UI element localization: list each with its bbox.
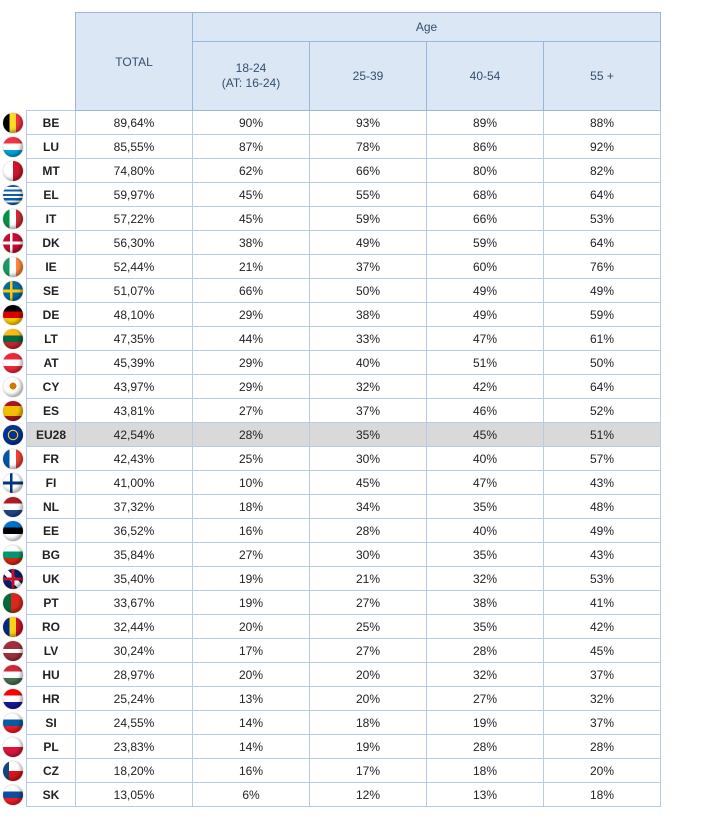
age-40-54-value: 42%: [427, 375, 544, 399]
age-25-39-value: 30%: [310, 447, 427, 471]
age-18-24-value: 27%: [193, 543, 310, 567]
flag-cell: [0, 687, 27, 711]
total-value: 30,24%: [76, 639, 193, 663]
age-25-39-value: 45%: [310, 471, 427, 495]
results-table: [0, 12, 661, 807]
age-18-24-value: 29%: [193, 351, 310, 375]
country-code: SK: [27, 783, 76, 807]
age-18-24-value: 14%: [193, 735, 310, 759]
flag-icon: [3, 569, 23, 589]
age-18-24-value: 38%: [193, 231, 310, 255]
flag-cell: [0, 591, 27, 615]
age-40-54-value: 38%: [427, 591, 544, 615]
flag-cell: [0, 519, 27, 543]
country-code: EU28: [27, 423, 76, 447]
table-row: [0, 111, 661, 135]
age-25-39-value: 78%: [310, 135, 427, 159]
age-18-24-value: 45%: [193, 207, 310, 231]
country-code: FI: [27, 471, 76, 495]
flag-icon: [3, 761, 23, 781]
flag-icon: [3, 785, 23, 805]
age-25-39-value: 32%: [310, 375, 427, 399]
age-18-24-value: 44%: [193, 327, 310, 351]
age-18-24-value: 20%: [193, 615, 310, 639]
flag-cell: [0, 423, 27, 447]
total-value: 47,35%: [76, 327, 193, 351]
flag-icon: [3, 329, 23, 349]
country-code: SI: [27, 711, 76, 735]
age-40-54-value: 18%: [427, 759, 544, 783]
total-header: TOTAL: [76, 13, 193, 111]
age-25-39-value: 37%: [310, 399, 427, 423]
country-code: CZ: [27, 759, 76, 783]
country-code: CY: [27, 375, 76, 399]
flag-icon: [3, 617, 23, 637]
table-row: [0, 543, 661, 567]
table-row: [0, 423, 661, 447]
table-row: [0, 663, 661, 687]
age-40-54-value: 32%: [427, 567, 544, 591]
age-25-39-value: 50%: [310, 279, 427, 303]
table-row: [0, 303, 661, 327]
age-40-54-value: 86%: [427, 135, 544, 159]
flag-icon: [3, 593, 23, 613]
age-25-39-value: 12%: [310, 783, 427, 807]
age-25-39-value: 27%: [310, 639, 427, 663]
total-value: 23,83%: [76, 735, 193, 759]
age-18-24-value: 66%: [193, 279, 310, 303]
age-40-54-value: 68%: [427, 183, 544, 207]
flag-icon: [3, 689, 23, 709]
flag-cell: [0, 783, 27, 807]
total-value: 24,55%: [76, 711, 193, 735]
flag-cell: [0, 543, 27, 567]
table-row: [0, 495, 661, 519]
flag-cell: [0, 303, 27, 327]
table-row: [0, 279, 661, 303]
table-row: [0, 783, 661, 807]
age-25-39-value: 38%: [310, 303, 427, 327]
age-40-54-value: 49%: [427, 279, 544, 303]
age-55-plus-value: 82%: [544, 159, 661, 183]
country-code: HR: [27, 687, 76, 711]
age-18-24-value: 27%: [193, 399, 310, 423]
age-55-plus-value: 41%: [544, 591, 661, 615]
age-25-39-value: 66%: [310, 159, 427, 183]
total-value: 35,40%: [76, 567, 193, 591]
age-18-24-value: 29%: [193, 303, 310, 327]
country-code: IE: [27, 255, 76, 279]
age-18-24-value: 62%: [193, 159, 310, 183]
age-18-24-value: 18%: [193, 495, 310, 519]
age-55-plus-value: 43%: [544, 471, 661, 495]
age-25-39-value: 49%: [310, 231, 427, 255]
country-code: PL: [27, 735, 76, 759]
age-header: Age: [193, 13, 661, 42]
flag-cell: [0, 399, 27, 423]
table-row: [0, 687, 661, 711]
flag-cell: [0, 471, 27, 495]
age-55-plus-value: 49%: [544, 279, 661, 303]
flag-icon: [3, 185, 23, 205]
age-55-plus-value: 37%: [544, 711, 661, 735]
age-40-54-value: 59%: [427, 231, 544, 255]
total-value: 51,07%: [76, 279, 193, 303]
total-value: 57,22%: [76, 207, 193, 231]
flag-cell: [0, 327, 27, 351]
flag-icon: [3, 449, 23, 469]
age-55-plus-value: 42%: [544, 615, 661, 639]
blank-corner: [0, 13, 76, 111]
table-row: [0, 639, 661, 663]
country-code: NL: [27, 495, 76, 519]
flag-icon: [3, 521, 23, 541]
total-value: 59,97%: [76, 183, 193, 207]
age-25-39-value: 93%: [310, 111, 427, 135]
flag-cell: [0, 279, 27, 303]
age-40-54-value: 47%: [427, 327, 544, 351]
age-40-54-value: 28%: [427, 639, 544, 663]
age-40-54-value: 13%: [427, 783, 544, 807]
total-value: 35,84%: [76, 543, 193, 567]
flag-icon: [3, 305, 23, 325]
flag-icon: [3, 545, 23, 565]
table-row: [0, 567, 661, 591]
age-40-54-value: 35%: [427, 615, 544, 639]
age-25-39-value: 55%: [310, 183, 427, 207]
table-row: [0, 375, 661, 399]
age-55-plus-value: 92%: [544, 135, 661, 159]
results-table-container: [0, 12, 661, 807]
country-code: FR: [27, 447, 76, 471]
age-40-54-value: 66%: [427, 207, 544, 231]
age-group-18-24-note: (AT: 16-24): [221, 76, 281, 90]
flag-icon: [3, 209, 23, 229]
age-55-plus-value: 43%: [544, 543, 661, 567]
table-row: [0, 519, 661, 543]
table-row: [0, 351, 661, 375]
table-row: [0, 207, 661, 231]
table-row: [0, 183, 661, 207]
flag-cell: [0, 135, 27, 159]
flag-cell: [0, 111, 27, 135]
country-code: SE: [27, 279, 76, 303]
age-55-plus-value: 64%: [544, 231, 661, 255]
flag-cell: [0, 615, 27, 639]
country-code: EE: [27, 519, 76, 543]
age-25-39-value: 35%: [310, 423, 427, 447]
country-code: LV: [27, 639, 76, 663]
age-25-39-value: 28%: [310, 519, 427, 543]
country-code: EL: [27, 183, 76, 207]
age-40-54-value: 27%: [427, 687, 544, 711]
flag-cell: [0, 375, 27, 399]
flag-cell: [0, 351, 27, 375]
age-40-54-value: 40%: [427, 519, 544, 543]
flag-cell: [0, 663, 27, 687]
age-18-24-value: 19%: [193, 567, 310, 591]
total-value: 41,00%: [76, 471, 193, 495]
country-code: BE: [27, 111, 76, 135]
age-18-24-value: 13%: [193, 687, 310, 711]
age-40-54-value: 80%: [427, 159, 544, 183]
age-40-54-value: 28%: [427, 735, 544, 759]
age-55-plus-value: 51%: [544, 423, 661, 447]
age-55-plus-value: 50%: [544, 351, 661, 375]
total-value: 43,97%: [76, 375, 193, 399]
total-value: 42,54%: [76, 423, 193, 447]
flag-icon: [3, 281, 23, 301]
flag-icon: [3, 425, 23, 445]
flag-cell: [0, 735, 27, 759]
age-40-54-value: 46%: [427, 399, 544, 423]
age-40-54-value: 49%: [427, 303, 544, 327]
total-value: 32,44%: [76, 615, 193, 639]
flag-icon: [3, 353, 23, 373]
age-55-plus-value: 37%: [544, 663, 661, 687]
age-group-55-plus-header: 55 +: [544, 42, 661, 111]
flag-cell: [0, 207, 27, 231]
age-group-18-24-label: 18-24: [235, 61, 267, 75]
total-value: 33,67%: [76, 591, 193, 615]
age-18-24-value: 14%: [193, 711, 310, 735]
age-40-54-value: 60%: [427, 255, 544, 279]
age-55-plus-value: 45%: [544, 639, 661, 663]
age-18-24-value: 45%: [193, 183, 310, 207]
total-value: 45,39%: [76, 351, 193, 375]
flag-cell: [0, 255, 27, 279]
total-value: 28,97%: [76, 663, 193, 687]
table-row: [0, 399, 661, 423]
flag-icon: [3, 665, 23, 685]
country-code: ES: [27, 399, 76, 423]
age-25-39-value: 17%: [310, 759, 427, 783]
age-25-39-value: 27%: [310, 591, 427, 615]
age-25-39-value: 20%: [310, 663, 427, 687]
country-code: RO: [27, 615, 76, 639]
country-code: PT: [27, 591, 76, 615]
country-code: IT: [27, 207, 76, 231]
flag-cell: [0, 759, 27, 783]
country-code: BG: [27, 543, 76, 567]
table-row: [0, 255, 661, 279]
age-25-39-value: 20%: [310, 687, 427, 711]
age-18-24-value: 90%: [193, 111, 310, 135]
flag-icon: [3, 233, 23, 253]
flag-cell: [0, 495, 27, 519]
table-row: [0, 159, 661, 183]
total-value: 42,43%: [76, 447, 193, 471]
age-55-plus-value: 18%: [544, 783, 661, 807]
age-55-plus-value: 64%: [544, 183, 661, 207]
flag-icon: [3, 161, 23, 181]
age-25-39-value: 40%: [310, 351, 427, 375]
flag-icon: [3, 737, 23, 757]
total-value: 36,52%: [76, 519, 193, 543]
total-value: 13,05%: [76, 783, 193, 807]
age-40-54-value: 40%: [427, 447, 544, 471]
table-row: [0, 471, 661, 495]
table-row: [0, 759, 661, 783]
age-55-plus-value: 20%: [544, 759, 661, 783]
age-55-plus-value: 61%: [544, 327, 661, 351]
table-row: [0, 447, 661, 471]
table-row: [0, 735, 661, 759]
age-18-24-value: 28%: [193, 423, 310, 447]
table-row: [0, 711, 661, 735]
total-value: 37,32%: [76, 495, 193, 519]
age-25-39-value: 18%: [310, 711, 427, 735]
age-group-25-39-header: 25-39: [310, 42, 427, 111]
age-group-18-24-header: [193, 42, 310, 111]
table-row: [0, 591, 661, 615]
age-55-plus-value: 53%: [544, 567, 661, 591]
country-code: MT: [27, 159, 76, 183]
age-18-24-value: 87%: [193, 135, 310, 159]
age-40-54-value: 47%: [427, 471, 544, 495]
country-code: DK: [27, 231, 76, 255]
age-25-39-value: 21%: [310, 567, 427, 591]
age-55-plus-value: 28%: [544, 735, 661, 759]
flag-cell: [0, 183, 27, 207]
flag-icon: [3, 257, 23, 277]
age-18-24-value: 10%: [193, 471, 310, 495]
flag-cell: [0, 711, 27, 735]
total-value: 56,30%: [76, 231, 193, 255]
age-40-54-value: 45%: [427, 423, 544, 447]
total-value: 85,55%: [76, 135, 193, 159]
country-code: UK: [27, 567, 76, 591]
country-code: HU: [27, 663, 76, 687]
age-18-24-value: 16%: [193, 759, 310, 783]
age-25-39-value: 34%: [310, 495, 427, 519]
flag-icon: [3, 473, 23, 493]
table-row: [0, 327, 661, 351]
flag-cell: [0, 159, 27, 183]
total-value: 43,81%: [76, 399, 193, 423]
age-55-plus-value: 64%: [544, 375, 661, 399]
flag-icon: [3, 641, 23, 661]
age-25-39-value: 59%: [310, 207, 427, 231]
age-group-40-54-header: 40-54: [427, 42, 544, 111]
age-18-24-value: 25%: [193, 447, 310, 471]
total-value: 48,10%: [76, 303, 193, 327]
age-25-39-value: 19%: [310, 735, 427, 759]
total-value: 52,44%: [76, 255, 193, 279]
table-row: [0, 135, 661, 159]
flag-icon: [3, 713, 23, 733]
age-40-54-value: 19%: [427, 711, 544, 735]
flag-icon: [3, 113, 23, 133]
age-40-54-value: 32%: [427, 663, 544, 687]
flag-icon: [3, 401, 23, 421]
age-55-plus-value: 32%: [544, 687, 661, 711]
age-18-24-value: 6%: [193, 783, 310, 807]
age-55-plus-value: 57%: [544, 447, 661, 471]
age-18-24-value: 19%: [193, 591, 310, 615]
flag-icon: [3, 137, 23, 157]
age-55-plus-value: 88%: [544, 111, 661, 135]
flag-icon: [3, 377, 23, 397]
flag-cell: [0, 231, 27, 255]
country-code: DE: [27, 303, 76, 327]
flag-cell: [0, 639, 27, 663]
age-40-54-value: 35%: [427, 543, 544, 567]
table-body: [0, 111, 661, 807]
age-18-24-value: 20%: [193, 663, 310, 687]
table-row: [0, 231, 661, 255]
age-25-39-value: 33%: [310, 327, 427, 351]
age-55-plus-value: 52%: [544, 399, 661, 423]
total-value: 25,24%: [76, 687, 193, 711]
flag-cell: [0, 567, 27, 591]
country-code: AT: [27, 351, 76, 375]
age-18-24-value: 16%: [193, 519, 310, 543]
age-55-plus-value: 53%: [544, 207, 661, 231]
age-18-24-value: 21%: [193, 255, 310, 279]
table-row: [0, 615, 661, 639]
age-40-54-value: 35%: [427, 495, 544, 519]
total-value: 89,64%: [76, 111, 193, 135]
flag-cell: [0, 447, 27, 471]
age-40-54-value: 89%: [427, 111, 544, 135]
age-25-39-value: 37%: [310, 255, 427, 279]
age-25-39-value: 30%: [310, 543, 427, 567]
age-40-54-value: 51%: [427, 351, 544, 375]
total-value: 74,80%: [76, 159, 193, 183]
age-55-plus-value: 49%: [544, 519, 661, 543]
age-18-24-value: 29%: [193, 375, 310, 399]
age-25-39-value: 25%: [310, 615, 427, 639]
age-55-plus-value: 76%: [544, 255, 661, 279]
age-18-24-value: 17%: [193, 639, 310, 663]
age-55-plus-value: 59%: [544, 303, 661, 327]
age-55-plus-value: 48%: [544, 495, 661, 519]
country-code: LT: [27, 327, 76, 351]
flag-icon: [3, 497, 23, 517]
total-value: 18,20%: [76, 759, 193, 783]
country-code: LU: [27, 135, 76, 159]
